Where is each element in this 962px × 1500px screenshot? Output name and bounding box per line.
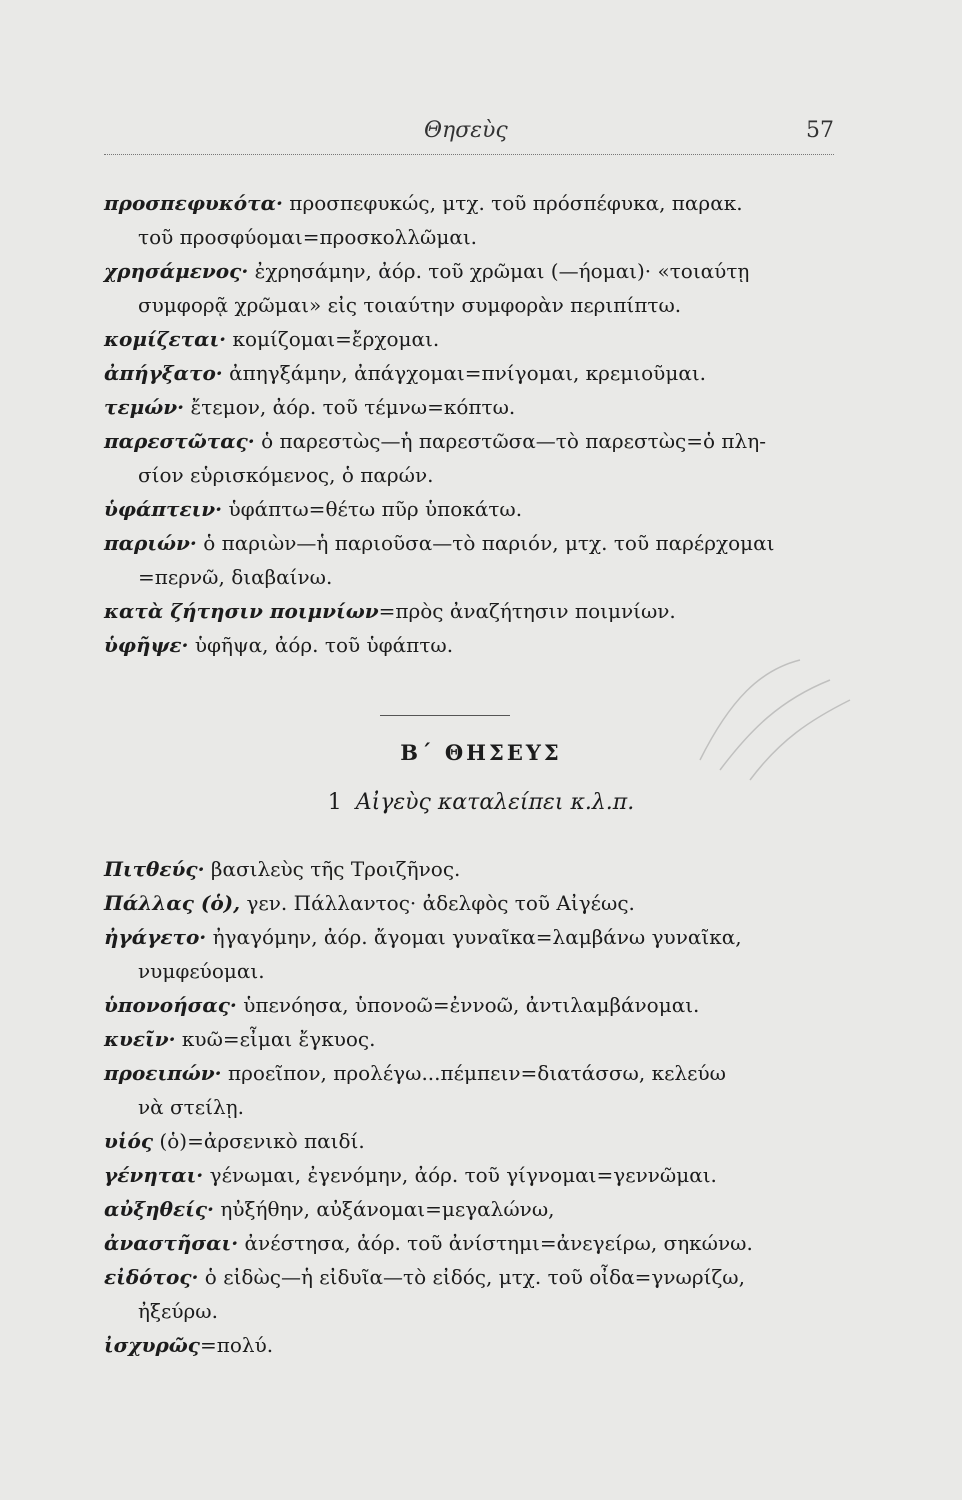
running-title: Θησεὺς (424, 118, 508, 143)
entry-definition: ηὐξήθην, αὐξάνομαι=μεγαλώνω, (213, 1197, 555, 1221)
entry-definition: =πολύ. (199, 1333, 274, 1357)
glossary-entry (104, 526, 844, 594)
glossary-entry (104, 1226, 844, 1260)
glossary-entry (104, 492, 844, 526)
entry-definition: ὁ παρεστὼς—ἡ παρεστῶσα—τὸ παρεστὼς=ὁ πλη- (254, 429, 766, 453)
entry-headword: ὑπονοήσας· (104, 993, 237, 1017)
entry-headword: υἱός (104, 1129, 154, 1153)
glossary-entry (104, 1192, 844, 1226)
glossary-entry (104, 1328, 844, 1362)
entry-headword: ὑφάπτειν· (104, 497, 223, 521)
entry-definition: ὑφῆψα, ἀόρ. τοῦ ὑφάπτω. (188, 633, 454, 657)
entry-headword: ἠγάγετο· (104, 925, 207, 949)
entry-headword: αὐξηθείς· (104, 1197, 214, 1221)
entry-definition: προσπεφυκώς, μτχ. τοῦ πρόσπέφυκα, παρακ. (282, 191, 743, 215)
glossary-entry (104, 920, 844, 988)
entry-headword: ἰσχυρῶς (104, 1333, 200, 1357)
pencil-scribble-mark (690, 640, 860, 790)
glossary-entry (104, 988, 844, 1022)
glossary-entry (104, 322, 844, 356)
entry-headword: εἰδότος· (104, 1265, 199, 1289)
subsection-number: 1 (327, 790, 342, 815)
entry-definition: ἠγαγόμην, ἀόρ. ἄγομαι γυναῖκα=λαμβάνω γυναῖκα, (206, 925, 742, 949)
entry-definition: ὑφάπτω=θέτω πῦρ ὑποκάτω. (222, 497, 523, 521)
entry-headword: Πιτθεύς· (104, 857, 205, 881)
entry-headword: προειπών· (104, 1061, 222, 1085)
entry-headword: τεμών· (104, 395, 185, 419)
entry-headword: γένηται· (104, 1163, 204, 1187)
glossary-entry (104, 1022, 844, 1056)
entry-continuation: =περνῶ, διαβαίνω. (138, 565, 333, 589)
glossary-entry (104, 186, 844, 254)
entry-definition: =πρὸς ἀναζήτησιν ποιμνίων. (378, 599, 676, 623)
entry-definition: γεν. Πάλλαντος· ἀδελφὸς τοῦ Αἰγέως. (240, 891, 635, 915)
entry-continuation: σίον εὑρισκόμενος, ὁ παρών. (138, 463, 434, 487)
entry-definition: ἀνέστησα, ἀόρ. τοῦ ἀνίστημι=ἀνεγείρω, σηκώνω. (238, 1231, 753, 1255)
page-header (104, 118, 834, 155)
entry-headword: κατὰ ζήτησιν ποιμνίων (104, 599, 379, 623)
subsection-text: Αἰγεὺς καταλείπει κ.λ.π. (355, 790, 635, 815)
glossary-entry (104, 254, 844, 322)
entry-headword: παριών· (104, 531, 197, 555)
entry-continuation: ἠξεύρω. (138, 1299, 218, 1323)
entry-headword: χρησάμενος· (104, 259, 249, 283)
section-divider (380, 715, 510, 716)
entry-definition: προεῖπον, προλέγω...πέμπειν=διατάσσω, κελεύω (221, 1061, 726, 1085)
entry-definition: ἐχρησάμην, ἀόρ. τοῦ χρῶμαι (—ήομαι)· «τοιαύτῃ (248, 259, 750, 283)
entry-definition: βασιλεὺς τῆς Τροιζῆνος. (204, 857, 461, 881)
entry-headword: ἀναστῆσαι· (104, 1231, 239, 1255)
entry-headword: παρεστῶτας· (104, 429, 255, 453)
entry-definition: κομίζομαι=ἔρχομαι. (226, 327, 440, 351)
glossary-entry (104, 852, 844, 886)
entry-headword: ἀπήγξατο· (104, 361, 223, 385)
entry-continuation: νὰ στείλῃ. (138, 1095, 244, 1119)
entry-headword: ὑφῆψε· (104, 633, 189, 657)
entry-continuation: τοῦ προσφύομαι=προσκολλῶμαι. (138, 225, 478, 249)
entry-headword: προσπεφυκότα· (104, 191, 283, 215)
entry-continuation: συμφορᾷ χρῶμαι» εἰς τοιαύτην συμφορὰν περιπίπτω. (138, 293, 682, 317)
entry-definition: κυῶ=εἶμαι ἔγκυος. (175, 1027, 376, 1051)
entry-headword: Πάλλας (ὁ), (104, 891, 241, 915)
glossary-entry (104, 390, 844, 424)
entry-headword: κομίζεται· (104, 327, 227, 351)
entry-definition: ἔτεμον, ἀόρ. τοῦ τέμνω=κόπτω. (184, 395, 516, 419)
glossary-entry (104, 594, 844, 628)
glossary-entry (104, 1158, 844, 1192)
glossary-entry (104, 1124, 844, 1158)
entry-definition: γένωμαι, ἐγενόμην, ἀόρ. τοῦ γίγνομαι=γεννῶμαι. (203, 1163, 717, 1187)
section-title: Β΄ ΘΗΣΕΥΣ (400, 740, 562, 765)
glossary-entry (104, 424, 844, 492)
entry-headword: κυεῖν· (104, 1027, 176, 1051)
subsection-title (0, 790, 962, 815)
glossary-entry (104, 1260, 844, 1328)
entry-definition: ἀπηγξάμην, ἀπάγχομαι=πνίγομαι, κρεμιοῦμαι. (222, 361, 707, 385)
entry-definition: ὁ εἰδὼς—ἡ εἰδυῖα—τὸ εἰδός, μτχ. τοῦ οἶδα=γνωρίζω, (198, 1265, 745, 1289)
entry-definition: (ὁ)=ἀρσενικὸ παιδί. (153, 1129, 365, 1153)
glossary-top (104, 186, 844, 662)
glossary-entry (104, 356, 844, 390)
entry-definition: ὑπενόησα, ὑπονοῶ=ἐννοῶ, ἀντιλαμβάνομαι. (236, 993, 700, 1017)
glossary-entry (104, 1056, 844, 1124)
glossary-bottom (104, 852, 844, 1362)
entry-definition: ὁ παριὼν—ἡ παριοῦσα—τὸ παριόν, μτχ. τοῦ παρέρχομαι (196, 531, 775, 555)
glossary-entry (104, 886, 844, 920)
page-number: 57 (806, 118, 834, 143)
entry-continuation: νυμφεύομαι. (138, 959, 265, 983)
